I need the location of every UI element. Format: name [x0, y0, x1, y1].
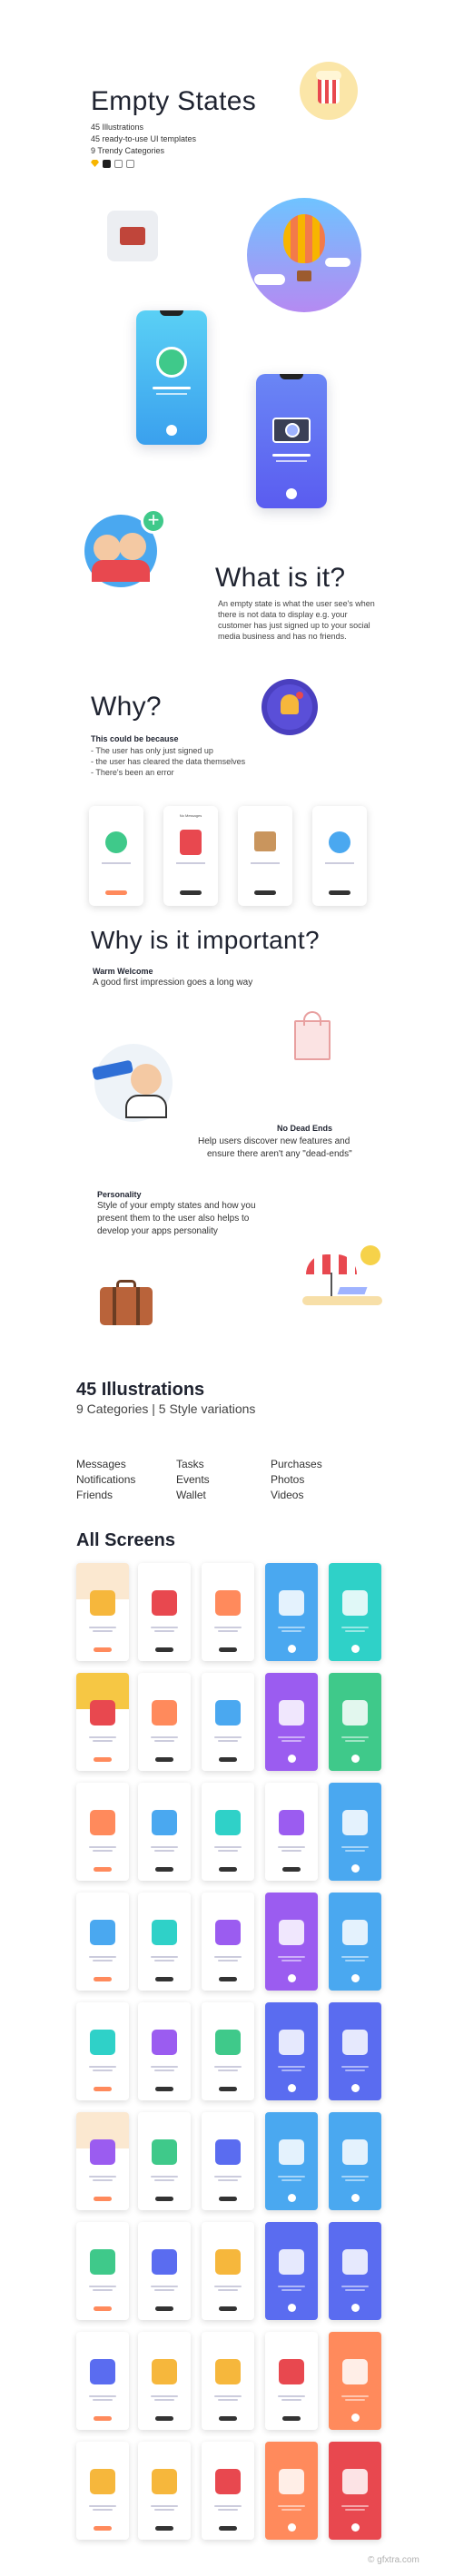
xd-icon: [114, 160, 123, 168]
screen-illustration: [215, 2030, 241, 2055]
warm-welcome-body: A good first impression goes a long way: [93, 978, 253, 988]
screen-thumbnail: [329, 1783, 381, 1881]
screen-thumbnail: [138, 2332, 191, 2430]
screen-text-line: [278, 1627, 305, 1628]
screen-thumbnail: [76, 1783, 129, 1881]
screen-action-button: [155, 2416, 173, 2421]
no-dead-ends-body-1: Help users discover new features and: [198, 1136, 350, 1146]
personality-title: Personality: [97, 1190, 142, 1199]
figma-icon: [103, 160, 111, 168]
screen-action-button: [351, 2194, 360, 2202]
why-phone-2: No Messages: [163, 806, 218, 906]
screen-text-line: [93, 2179, 113, 2181]
screen-text-line: [278, 2286, 305, 2287]
screen-illustration: [90, 2139, 115, 2165]
important-title: Why is it important?: [91, 926, 320, 954]
why-lead: This could be because: [91, 734, 179, 743]
category-messages: Messages: [76, 1458, 126, 1470]
screen-thumbnail: [202, 2002, 254, 2100]
screen-thumbnail: [329, 2112, 381, 2210]
screen-thumbnail: [202, 1563, 254, 1661]
screen-text-line: [89, 2395, 116, 2397]
screen-action-button: [351, 2414, 360, 2422]
screen-text-line: [214, 2505, 242, 2507]
screen-text-line: [89, 2176, 116, 2178]
screen-text-line: [278, 1736, 305, 1738]
screen-action-button: [155, 1977, 173, 1981]
screen-illustration: [215, 1590, 241, 1616]
what-title: What is it?: [215, 563, 346, 593]
category-tasks: Tasks: [176, 1458, 204, 1470]
screen-text-line: [214, 1846, 242, 1848]
screen-text-line: [281, 2399, 301, 2401]
screen-action-button: [219, 1977, 237, 1981]
screen-illustration: [279, 2359, 304, 2384]
screen-thumbnail: [329, 1563, 381, 1661]
screen-text-line: [278, 2505, 305, 2507]
screen-action-button: [155, 1867, 173, 1872]
screen-illustration: [279, 1920, 304, 1945]
screen-text-line: [154, 1850, 174, 1852]
why-title: Why?: [91, 692, 162, 722]
screen-illustration: [215, 2469, 241, 2494]
screen-text-line: [214, 2395, 242, 2397]
screen-action-button: [351, 2523, 360, 2532]
screen-action-button: [351, 1645, 360, 1653]
screen-text-line: [93, 2399, 113, 2401]
screen-text-line: [278, 1956, 305, 1958]
wallet-icon: [120, 227, 145, 245]
screen-text-line: [345, 1630, 365, 1632]
personality-body-1: Style of your empty states and how you: [97, 1201, 256, 1211]
screen-text-line: [214, 2066, 242, 2068]
screen-illustration: [279, 1700, 304, 1726]
beach-illustration: [302, 1245, 382, 1307]
screen-thumbnail: [202, 1673, 254, 1771]
screen-text-line: [218, 2509, 238, 2511]
why-reason-1: - The user has only just signed up: [91, 746, 213, 755]
screen-text-line: [218, 2289, 238, 2291]
screen-text-line: [151, 1627, 178, 1628]
screen-illustration: [152, 1590, 177, 1616]
screen-text-line: [281, 2070, 301, 2071]
screen-thumbnail: [265, 1563, 318, 1661]
screen-thumbnail: [265, 2222, 318, 2320]
screen-text-line: [154, 2399, 174, 2401]
screen-illustration: [152, 1810, 177, 1835]
screen-thumbnail: [138, 2222, 191, 2320]
screen-thumbnail: [76, 2222, 129, 2320]
screen-text-line: [278, 2176, 305, 2178]
screen-action-button: [155, 1757, 173, 1762]
screen-illustration: [215, 1700, 241, 1726]
screen-text-line: [151, 2505, 178, 2507]
screen-text-line: [345, 2070, 365, 2071]
screen-illustration: [152, 2249, 177, 2275]
category-photos: Photos: [271, 1473, 305, 1486]
screen-text-line: [345, 2289, 365, 2291]
screen-text-line: [281, 2289, 301, 2291]
screen-text-line: [154, 2070, 174, 2071]
add-friend-icon: +: [141, 508, 166, 534]
screen-thumbnail: [202, 2112, 254, 2210]
screen-illustration: [342, 1590, 368, 1616]
watermark: © gfxtra.com: [368, 2555, 419, 2565]
screen-action-button: [94, 2197, 112, 2201]
screen-text-line: [345, 2509, 365, 2511]
screen-text-line: [93, 2289, 113, 2291]
screen-text-line: [214, 1627, 242, 1628]
screen-thumbnail: [202, 2332, 254, 2430]
screen-action-button: [219, 2526, 237, 2531]
why-phone-4: [312, 806, 367, 906]
screen-illustration: [90, 2469, 115, 2494]
screen-text-line: [341, 1627, 369, 1628]
screen-action-button: [219, 1647, 237, 1652]
screen-text-line: [281, 2509, 301, 2511]
screen-thumbnail: [202, 1893, 254, 1991]
screen-text-line: [89, 2505, 116, 2507]
screen-thumbnail: [76, 2002, 129, 2100]
screen-illustration: [152, 1920, 177, 1945]
hero-line-3: 9 Trendy Categories: [91, 146, 165, 155]
what-body: An empty state is what the user see's when there is not data to display e.g. your customer has just signed up to your social media business and has no friends.: [218, 599, 375, 641]
screen-action-button: [288, 2304, 296, 2312]
screen-thumbnail: [329, 2222, 381, 2320]
warm-welcome-title: Warm Welcome: [93, 967, 153, 976]
screen-text-line: [278, 2066, 305, 2068]
category-purchases: Purchases: [271, 1458, 322, 1470]
screen-text-line: [218, 2070, 238, 2071]
screen-thumbnail: [76, 2442, 129, 2540]
screen-action-button: [288, 2084, 296, 2092]
screen-action-button: [94, 1647, 112, 1652]
screen-illustration: [90, 1590, 115, 1616]
screen-thumbnail: [202, 2442, 254, 2540]
screen-action-button: [155, 2526, 173, 2531]
page-title: Empty States: [91, 86, 257, 116]
screen-thumbnail: [202, 1783, 254, 1881]
globe-icon: [156, 347, 187, 378]
screen-action-button: [282, 2416, 301, 2421]
ps-icon: [126, 160, 134, 168]
screen-thumbnail: [329, 1893, 381, 1991]
screen-text-line: [341, 1736, 369, 1738]
screen-illustration: [342, 1920, 368, 1945]
screen-text-line: [345, 2179, 365, 2181]
screen-text-line: [214, 1736, 242, 1738]
screen-action-button: [94, 2526, 112, 2531]
telescope-illustration: [94, 1044, 173, 1122]
screen-illustration: [215, 1810, 241, 1835]
mailbox-icon: [180, 830, 202, 855]
screen-text-line: [154, 1740, 174, 1742]
screen-text-line: [154, 1960, 174, 1961]
screen-illustration: [90, 1810, 115, 1835]
screen-action-button: [288, 2194, 296, 2202]
screen-thumbnail: [76, 2332, 129, 2430]
why-reason-2: - the user has cleared the data themselves: [91, 757, 246, 766]
screen-action-button: [94, 1977, 112, 1981]
screen-illustration: [90, 2249, 115, 2275]
screen-text-line: [341, 2286, 369, 2287]
screen-illustration: [152, 2469, 177, 2494]
screen-thumbnail: [329, 2442, 381, 2540]
screen-thumbnail: [76, 1673, 129, 1771]
screen-text-line: [151, 2395, 178, 2397]
hero-phone-no-friends: [136, 310, 207, 445]
tool-badges: [91, 160, 134, 168]
screen-illustration: [90, 1700, 115, 1726]
screen-thumbnail: [265, 2002, 318, 2100]
screen-text-line: [89, 2066, 116, 2068]
screen-text-line: [278, 2395, 305, 2397]
screen-text-line: [218, 1740, 238, 1742]
screen-text-line: [218, 2179, 238, 2181]
screen-text-line: [151, 1736, 178, 1738]
balloon-illustration: [247, 198, 361, 312]
screen-text-line: [341, 2395, 369, 2397]
screen-text-line: [341, 2066, 369, 2068]
screen-text-line: [345, 1960, 365, 1961]
screen-action-button: [94, 2306, 112, 2311]
hero-line-1: 45 Illustrations: [91, 123, 144, 132]
shopping-bag-illustration: [291, 1008, 334, 1062]
screen-thumbnail: [265, 1673, 318, 1771]
screen-action-button: [288, 1645, 296, 1653]
screen-thumbnail: [138, 2002, 191, 2100]
screen-text-line: [93, 2070, 113, 2071]
hero-phone-no-photos: [256, 374, 327, 508]
screen-illustration: [215, 2249, 241, 2275]
screen-text-line: [214, 2286, 242, 2287]
screen-action-button: [219, 2087, 237, 2091]
screen-text-line: [151, 2066, 178, 2068]
screen-text-line: [278, 1846, 305, 1848]
bell-illustration: [262, 679, 318, 735]
screen-text-line: [218, 1960, 238, 1961]
camera-icon: [272, 418, 311, 443]
screen-illustration: [342, 1810, 368, 1835]
screen-action-button: [219, 1867, 237, 1872]
screen-action-button: [219, 2197, 237, 2201]
illustrations-subtitle: 9 Categories | 5 Style variations: [76, 1401, 256, 1416]
category-notifications: Notifications: [76, 1473, 136, 1486]
screen-illustration: [342, 2139, 368, 2165]
screen-illustration: [215, 1920, 241, 1945]
screen-action-button: [94, 2416, 112, 2421]
screen-text-line: [154, 2509, 174, 2511]
screen-text-line: [93, 1740, 113, 1742]
screen-text-line: [93, 1960, 113, 1961]
screen-text-line: [214, 1956, 242, 1958]
screen-text-line: [218, 1630, 238, 1632]
screen-text-line: [93, 1850, 113, 1852]
screen-action-button: [351, 1974, 360, 1982]
screen-text-line: [281, 1630, 301, 1632]
screen-action-button: [351, 2304, 360, 2312]
screen-illustration: [152, 2030, 177, 2055]
screen-text-line: [341, 2505, 369, 2507]
screen-thumbnail: [202, 2222, 254, 2320]
screen-thumbnail: [138, 1673, 191, 1771]
screen-text-line: [151, 1846, 178, 1848]
screen-illustration: [342, 2469, 368, 2494]
telescope-icon: [92, 1060, 133, 1081]
screen-thumbnail: [138, 1893, 191, 1991]
screen-action-button: [94, 1867, 112, 1872]
screen-text-line: [341, 1846, 369, 1848]
screen-action-button: [155, 2087, 173, 2091]
screen-thumbnail: [138, 1563, 191, 1661]
screen-action-button: [155, 2197, 173, 2201]
screen-illustration: [152, 1700, 177, 1726]
screen-illustration: [279, 2469, 304, 2494]
screen-illustration: [215, 2359, 241, 2384]
screen-illustration: [342, 2030, 368, 2055]
screen-illustration: [342, 2249, 368, 2275]
why-phone-3: [238, 806, 292, 906]
screen-action-button: [351, 1755, 360, 1763]
screen-illustration: [279, 2249, 304, 2275]
screen-thumbnail: [76, 1563, 129, 1661]
screen-action-button: [288, 2523, 296, 2532]
screen-text-line: [93, 1630, 113, 1632]
category-events: Events: [176, 1473, 210, 1486]
screen-text-line: [154, 1630, 174, 1632]
screen-illustration: [342, 2359, 368, 2384]
no-dead-ends-body-2: ensure there aren't any "dead-ends": [207, 1149, 352, 1159]
screen-illustration: [152, 2139, 177, 2165]
screen-text-line: [281, 1850, 301, 1852]
screen-illustration: [90, 1920, 115, 1945]
sketch-icon: [91, 160, 99, 167]
screen-thumbnail: [138, 2112, 191, 2210]
screen-action-button: [282, 1867, 301, 1872]
screen-text-line: [345, 1740, 365, 1742]
screen-thumbnail: [76, 1893, 129, 1991]
category-friends: Friends: [76, 1489, 114, 1501]
screen-action-button: [155, 1647, 173, 1652]
screen-text-line: [281, 1960, 301, 1961]
screen-thumbnail: [138, 2442, 191, 2540]
screen-text-line: [151, 2286, 178, 2287]
screen-thumbnail: [76, 2112, 129, 2210]
screen-text-line: [281, 1740, 301, 1742]
screen-text-line: [89, 1956, 116, 1958]
screen-illustration: [90, 2359, 115, 2384]
screen-illustration: [342, 1700, 368, 1726]
screen-action-button: [219, 1757, 237, 1762]
screen-action-button: [94, 1757, 112, 1762]
category-wallet: Wallet: [176, 1489, 206, 1501]
screen-text-line: [218, 2399, 238, 2401]
screen-text-line: [151, 2176, 178, 2178]
screen-illustration: [215, 2139, 241, 2165]
screen-action-button: [351, 2084, 360, 2092]
screen-thumbnail: [265, 2442, 318, 2540]
screen-action-button: [94, 2087, 112, 2091]
personality-body-3: develop your apps personality: [97, 1226, 218, 1236]
screen-illustration: [279, 2139, 304, 2165]
screen-action-button: [288, 1755, 296, 1763]
screen-thumbnail: [329, 2332, 381, 2430]
category-videos: Videos: [271, 1489, 304, 1501]
screen-action-button: [219, 2306, 237, 2311]
screen-text-line: [154, 2179, 174, 2181]
screen-action-button: [351, 1864, 360, 1873]
screen-thumbnail: [265, 1783, 318, 1881]
screen-action-button: [155, 2306, 173, 2311]
screen-thumbnail: [329, 2002, 381, 2100]
screen-thumbnail: [265, 1893, 318, 1991]
all-screens-title: All Screens: [76, 1530, 175, 1550]
screen-illustration: [279, 2030, 304, 2055]
screen-text-line: [218, 1850, 238, 1852]
why-reason-3: - There's been an error: [91, 768, 174, 777]
screen-text-line: [89, 2286, 116, 2287]
screen-thumbnail: [265, 2112, 318, 2210]
illustrations-title: 45 Illustrations: [76, 1380, 205, 1400]
screen-thumbnail: [138, 1783, 191, 1881]
screen-illustration: [279, 1810, 304, 1835]
screen-text-line: [89, 1736, 116, 1738]
screen-thumbnail: [265, 2332, 318, 2430]
screen-text-line: [345, 1850, 365, 1852]
screen-illustration: [279, 1590, 304, 1616]
no-dead-ends-title: No Dead Ends: [277, 1124, 333, 1133]
screen-text-line: [214, 2176, 242, 2178]
screen-action-button: [219, 2416, 237, 2421]
personality-body-2: present them to the user also helps to: [97, 1214, 250, 1224]
wallet-tile: [107, 211, 158, 261]
screen-text-line: [281, 2179, 301, 2181]
screen-text-line: [89, 1846, 116, 1848]
screen-thumbnail: [329, 1673, 381, 1771]
suitcase-illustration: [100, 1280, 153, 1327]
screen-text-line: [89, 1627, 116, 1628]
screen-text-line: [151, 1956, 178, 1958]
popcorn-illustration: [300, 62, 358, 120]
screen-text-line: [341, 2176, 369, 2178]
why-phone-1: [89, 806, 143, 906]
screen-text-line: [341, 1956, 369, 1958]
screen-text-line: [154, 2289, 174, 2291]
screen-text-line: [93, 2509, 113, 2511]
screen-illustration: [90, 2030, 115, 2055]
screen-action-button: [288, 1974, 296, 1982]
screen-illustration: [152, 2359, 177, 2384]
screen-text-line: [345, 2399, 365, 2401]
hero-line-2: 45 ready-to-use UI templates: [91, 134, 197, 143]
